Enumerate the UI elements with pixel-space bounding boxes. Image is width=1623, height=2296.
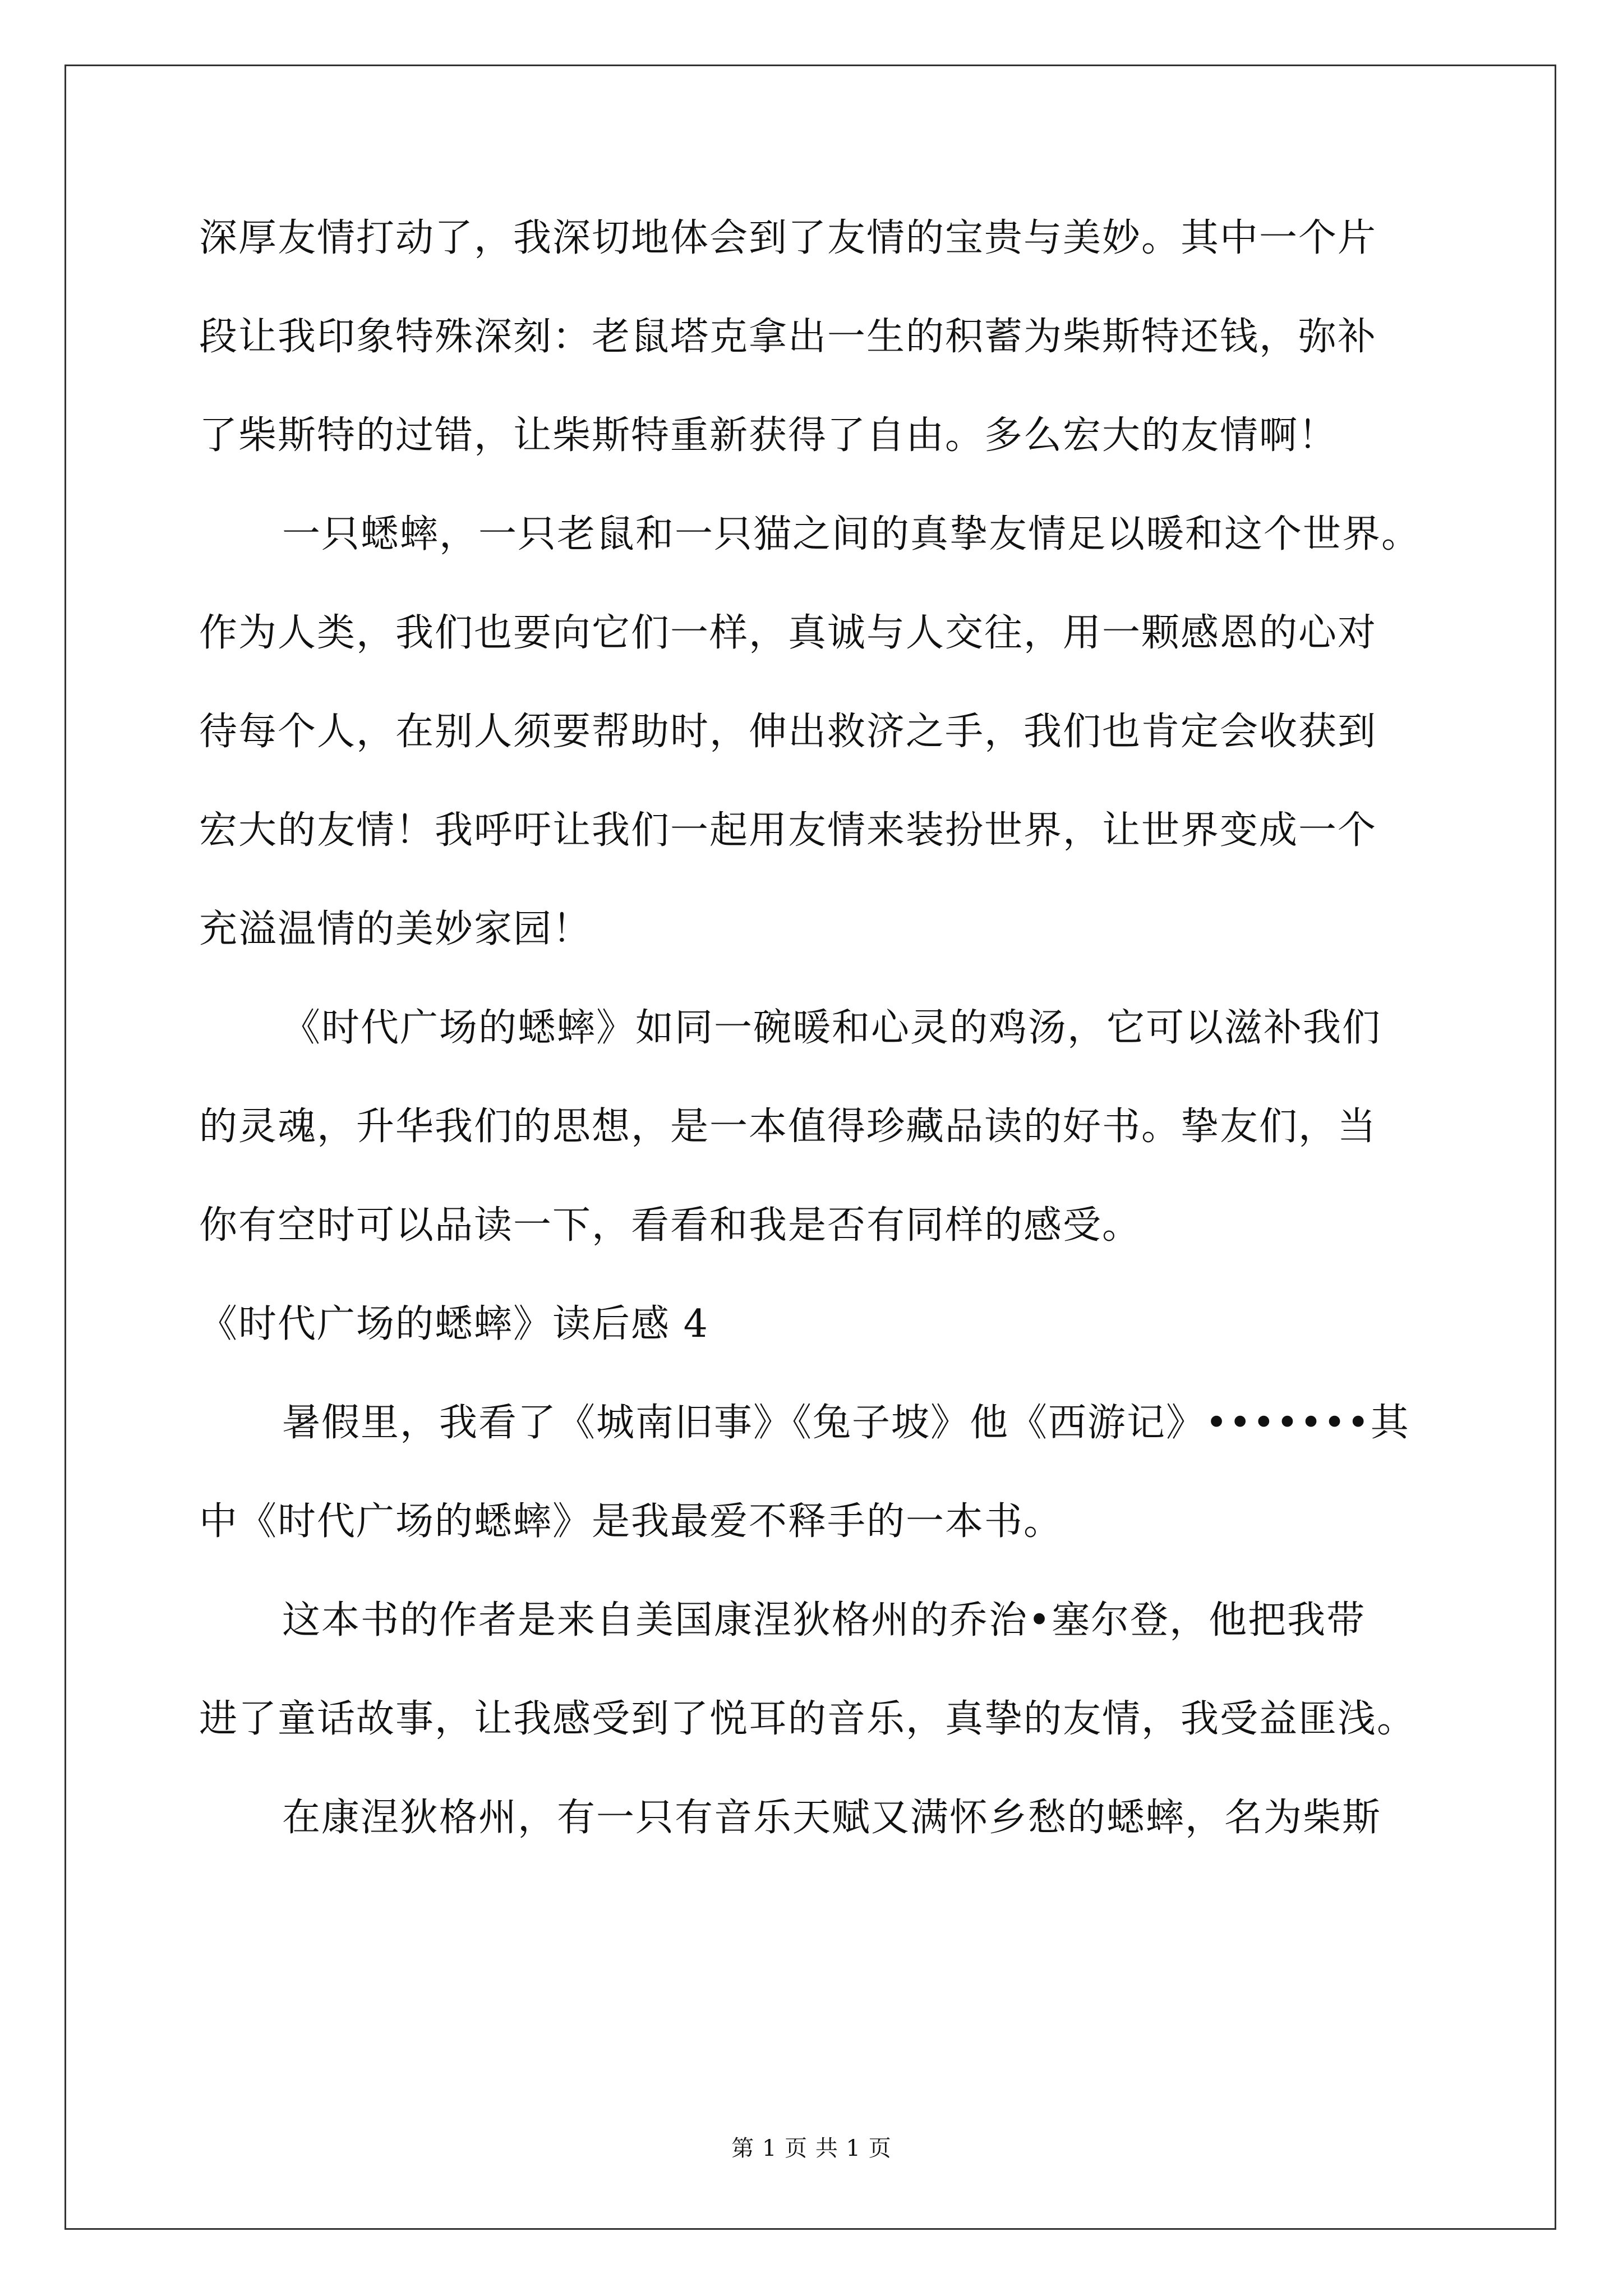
- text-line: 《时代广场的蟋蟀》如同一碗暖和心灵的鸡汤，它可以滋补我们: [282, 1006, 1382, 1050]
- text-line: 你有空时可以品读一下，看看和我是否有同样的感受。: [199, 1203, 1142, 1248]
- text-line: 了柴斯特的过错，让柴斯特重新获得了自由。多么宏大的友情啊！: [199, 413, 1338, 458]
- text-line: 中《时代广场的蟋蟀》是我最爱不释手的一本书。: [199, 1499, 1063, 1544]
- text-line: 作为人类，我们也要向它们一样，真诚与人交往，用一颗感恩的心对: [199, 611, 1377, 655]
- text-line: 待每个人，在别人须要帮助时，伸出救济之手，我们也肯定会收获到: [199, 710, 1377, 754]
- text-line: 充溢温情的美妙家园！: [199, 907, 592, 951]
- text-line: 深厚友情打动了，我深切地体会到了友情的宝贵与美妙。其中一个片: [199, 216, 1377, 260]
- page-footer: 第 1 页 共 1 页: [731, 2136, 892, 2161]
- text-line: 段让我印象特殊深刻：老鼠塔克拿出一生的积蓄为柴斯特还钱，弥补: [199, 315, 1377, 359]
- text-line: 宏大的友情！我呼吁让我们一起用友情来装扮世界，让世界变成一个: [199, 808, 1377, 853]
- text-line: 进了童话故事，让我感受到了悦耳的音乐，真挚的友情，我受益匪浅。: [199, 1697, 1417, 1741]
- text-line: 暑假里，我看了《城南旧事》《兔子坡》他《西游记》•••••••其: [282, 1401, 1410, 1445]
- text-line: 的灵魂，升华我们的思想，是一本值得珍藏品读的好书。挚友们，当: [199, 1105, 1377, 1149]
- text-line: 在康涅狄格州，有一只有音乐天赋又满怀乡愁的蟋蟀，名为柴斯: [282, 1796, 1382, 1840]
- text-line: 这本书的作者是来自美国康涅狄格州的乔治•塞尔登，他把我带: [282, 1598, 1366, 1642]
- section-heading: 《时代广场的蟋蟀》读后感 4: [199, 1302, 709, 1346]
- text-line: 一只蟋蟀，一只老鼠和一只猫之间的真挚友情足以暖和这个世界。: [282, 512, 1421, 556]
